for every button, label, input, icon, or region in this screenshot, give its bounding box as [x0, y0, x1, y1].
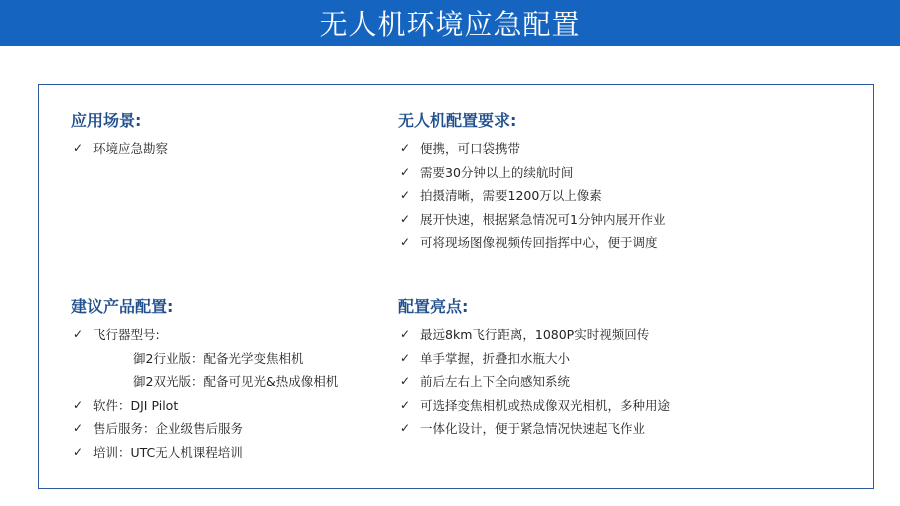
list-item	[398, 184, 665, 208]
check-icon: ✓	[399, 141, 411, 155]
aircraft-model: 御2行业版：配备光学变焦相机	[133, 350, 304, 366]
list-item	[71, 137, 168, 161]
item-text: 一体化设计，便于紧急情况快速起飞作业	[420, 421, 646, 436]
list-item	[398, 161, 665, 185]
requirements-title: 无人机配置要求:	[398, 111, 517, 130]
requirements-section	[398, 111, 665, 255]
check-icon: ✓	[399, 211, 411, 226]
scenario-list	[71, 137, 168, 161]
item-text: 拍摄清晰，需要1200万以上像素	[420, 188, 602, 203]
list-item	[71, 394, 338, 418]
item-text: 最远8km飞行距离，1080P实时视频回传	[420, 327, 650, 342]
title-banner	[0, 0, 900, 46]
highlights-section	[398, 297, 670, 441]
item-text: 售后服务：企业级售后服务	[93, 421, 244, 436]
list-item	[398, 323, 670, 347]
check-icon: ✓	[72, 421, 84, 435]
check-icon: ✓	[399, 327, 411, 341]
highlights-list	[398, 323, 670, 441]
list-item	[398, 370, 670, 394]
requirements-list	[398, 137, 665, 255]
check-icon: ✓	[399, 164, 411, 179]
list-item	[398, 394, 670, 418]
check-icon: ✓	[72, 397, 84, 412]
check-icon: ✓	[399, 350, 411, 365]
list-item	[398, 208, 665, 232]
list-item	[398, 137, 665, 161]
aircraft-model: 御2双光版：配备可见光&热成像相机	[133, 374, 339, 389]
check-icon: ✓	[399, 374, 411, 388]
products-title: 建议产品配置:	[71, 297, 174, 316]
item-text: 培训：UTC无人机课程培训	[93, 444, 243, 460]
check-icon: ✓	[72, 444, 84, 459]
check-icon: ✓	[72, 141, 84, 155]
check-icon: ✓	[399, 188, 411, 202]
check-icon: ✓	[399, 235, 411, 249]
item-text: 前后左右上下全向感知系统	[420, 374, 571, 389]
page-title: 无人机环境应急配置	[319, 8, 581, 41]
item-text: 需要30分钟以上的续航时间	[420, 164, 574, 180]
content-panel	[38, 84, 874, 489]
scenario-section	[71, 111, 168, 161]
item-text: 环境应急勘察	[93, 141, 169, 156]
check-icon: ✓	[399, 397, 411, 412]
item-text: 单手掌握，折叠扣水瓶大小	[420, 350, 571, 366]
check-icon: ✓	[399, 421, 411, 435]
item-text: 可选择变焦相机或热成像双光相机，多种用途	[420, 397, 671, 413]
highlights-title: 配置亮点:	[398, 297, 469, 316]
item-text: 便携，可口袋携带	[420, 141, 521, 156]
list-item	[398, 231, 665, 255]
item-text: 可将现场图像视频传回指挥中心，便于调度	[420, 235, 658, 250]
list-item	[71, 323, 338, 347]
check-icon: ✓	[72, 327, 84, 341]
products-list	[71, 323, 338, 464]
list-item	[71, 441, 338, 465]
item-text: 飞行器型号:	[93, 327, 160, 342]
list-item	[398, 417, 670, 441]
scenario-title: 应用场景:	[71, 111, 142, 130]
products-section	[71, 297, 338, 464]
item-text: 展开快速，根据紧急情况可1分钟内展开作业	[420, 211, 666, 227]
item-text: 软件：DJI Pilot	[93, 397, 179, 413]
list-item	[71, 417, 338, 441]
list-item	[398, 347, 670, 371]
